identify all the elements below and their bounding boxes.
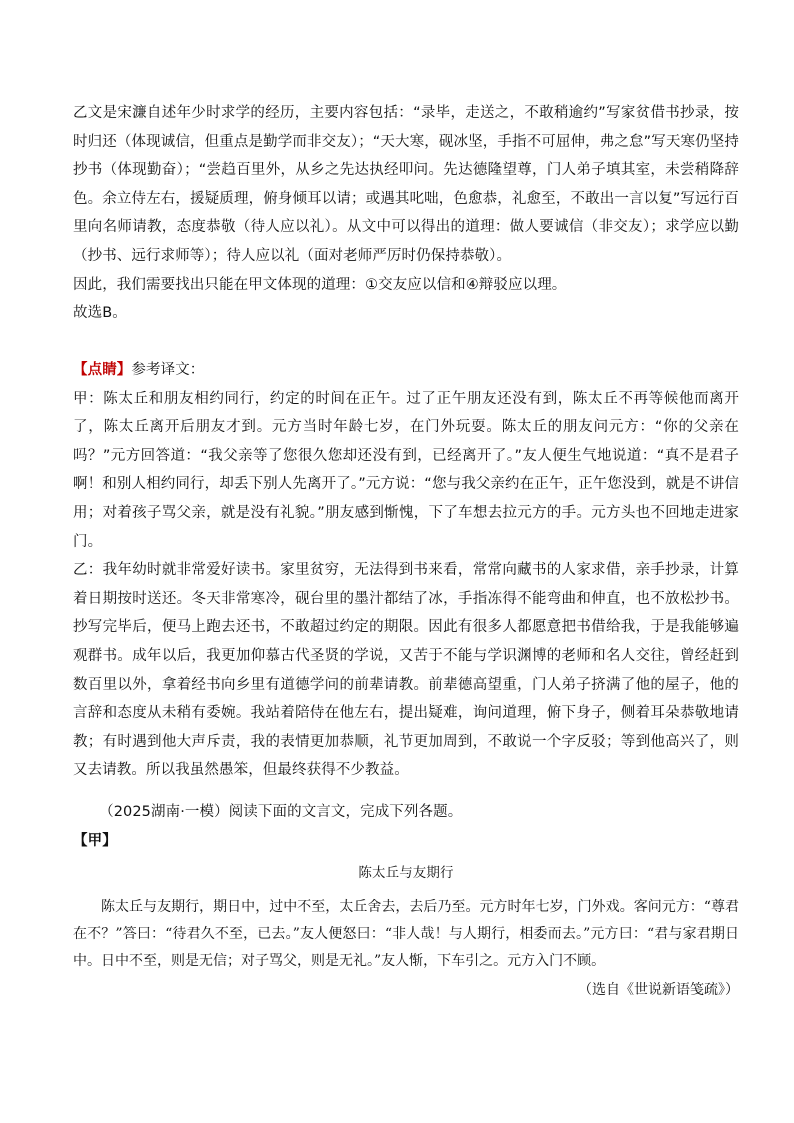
answer-paragraph: 故选B。 bbox=[73, 305, 127, 322]
question-section bbox=[73, 798, 739, 1004]
translation-yi: 乙：我年幼时就非常爱好读书。家里贫穷，无法得到书来看，常常向藏书的人家求借，亲手抄录，计算着日期按时送还。冬天非常寒冷，砚台里的墨汁都结了冰，手指冻得不能弯曲和伸直，也不放松抄书。抄写完毕后，便马上跑去还书，不敢超过约定的期限。因此有很多人都愿意把书借给我，于是我能够遍观群书。成年以后，我更加仰慕古代圣贤的学说，又苦于不能与学识渊博的老师和名人交往，曾经赶到数百里以外，拿着经书向乡里有道德学问的前辈请教。前辈德高望重，门人弟子挤满了他的屋子，他的言辞和态度从未稍有委婉。我站着陪侍在他左右，提出疑难，询问道理，俯下身子，侧着耳朵恭敬地请教；有时遇到他大声斥责，我的表情更加恭顺，礼节更加周到，不敢说一个字反驳；等到他高兴了，则又去请教。所以我虽然愚笨，但最终获得不少教益。 bbox=[73, 562, 739, 779]
conclusion-paragraph: 因此，我们需要找出只能在甲文体现的道理：①交友应以信和④辩驳应以理。 bbox=[73, 276, 567, 293]
passage-source: （选自《世说新语笺疏》） bbox=[578, 981, 739, 998]
analysis-section bbox=[73, 99, 739, 328]
dianjing-section bbox=[73, 356, 739, 785]
passage-title: 陈太丘与友期行 bbox=[358, 865, 454, 882]
dianjing-title: 参考译文： bbox=[131, 362, 205, 378]
passage-body: 陈太丘与友期行，期日中，过中不至，太丘舍去，去后乃至。元方时年七岁，门外戏。客问元方：“尊君在不？”答曰：“待君久不至，已去。”友人便怒曰：“非人哉！与人期行，相委而去。”元方曰：“君与家君期日中。日中不至，则是无信；对子骂父，则是无礼。”友人惭，下车引之。元方入门不顾。 bbox=[73, 898, 739, 969]
dianjing-tag: 【点睛】 bbox=[73, 362, 132, 378]
dianjing-heading bbox=[73, 356, 739, 385]
jia-label: 【甲】 bbox=[73, 832, 117, 849]
yi-summary-paragraph: 乙文是宋濂自述年少时求学的经历，主要内容包括：“录毕，走送之，不敢稍逾约”写家贫借书抄录，按时归还（体现诚信，但重点是勤学而非交友）；“天大寒，砚冰坚，手指不可屈伸，弗之怠”写天寒仍坚持抄书（体现勤奋）；“尝趋百里外，从乡之先达执经叩问。先达德隆望尊，门人弟子填其室，未尝稍降辞色。余立侍左右，援疑质理，俯身倾耳以请；或遇其叱咄，色愈恭，礼愈至，不敢出一言以复”写远行百里向名师请教，态度恭敬（待人应以礼）。从文中可以得出的道理：做人要诚信（非交友）；求学应以勤（抄书、远行求师等）；待人应以礼（面对老师严厉时仍保持恭敬）。 bbox=[73, 105, 739, 264]
question-intro: （2025湖南·一模）阅读下面的文言文，完成下列各题。 bbox=[99, 804, 463, 820]
translation-jia: 甲：陈太丘和朋友相约同行，约定的时间在正午。过了正午朋友还没有到，陈太丘不再等候他而离开了，陈太丘离开后朋友才到。元方当时年龄七岁，在门外玩耍。陈太丘的朋友问元方：“你的父亲在吗？”元方回答道：“我父亲等了您很久您却还没有到，已经离开了。”友人便生气地说道：“真不是君子啊！和别人相约同行，却丢下别人先离开了。”元方说：“您与我父亲约在正午，正午您没到，就是不讲信用；对着孩子骂父亲，就是没有礼貌。”朋友感到惭愧，下了车想去拉元方的手。元方头也不回地走进家门。 bbox=[73, 390, 739, 550]
